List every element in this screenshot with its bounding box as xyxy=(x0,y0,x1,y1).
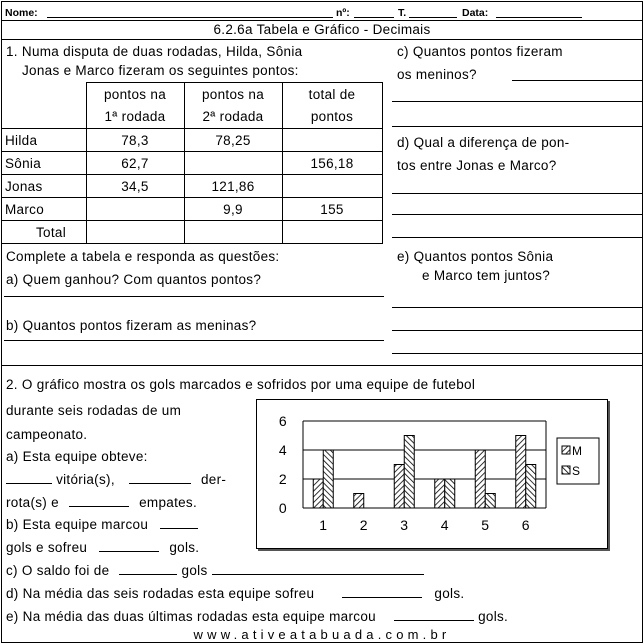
y-tick-label: 6 xyxy=(278,413,287,429)
class-label: T. xyxy=(398,7,407,19)
avg-conceded-blank[interactable] xyxy=(342,586,422,598)
q1c-answer-line-2[interactable] xyxy=(392,88,642,102)
x-tick-label: 1 xyxy=(319,517,328,533)
draws-blank[interactable] xyxy=(69,495,129,507)
x-tick-label: 6 xyxy=(521,517,530,533)
header-divider xyxy=(1,20,643,21)
bar-S-3 xyxy=(404,436,414,509)
cell-total: 155 xyxy=(282,198,382,221)
bar-M-1 xyxy=(313,479,323,508)
row-name: Jonas xyxy=(2,175,86,198)
goals-conceded-blank[interactable] xyxy=(99,540,159,552)
bar-M-4 xyxy=(435,479,445,508)
avg-scored-blank[interactable] xyxy=(394,609,474,621)
cell-round1[interactable] xyxy=(86,221,184,244)
q1d-answer-line[interactable] xyxy=(392,180,642,194)
q1e-line1: e) Quantos pontos Sônia xyxy=(397,249,554,264)
balance-blank-2[interactable] xyxy=(212,563,424,575)
q2e-line: e) Na média das duas últimas rodadas esta equipe marcou gols. xyxy=(6,609,509,624)
table-row xyxy=(2,221,382,244)
goals-chart-box xyxy=(256,399,608,549)
cell-total[interactable] xyxy=(282,175,382,198)
q1d-answer-line-3[interactable] xyxy=(392,224,642,238)
q1d-line2: tos entre Jonas e Marco? xyxy=(397,158,557,173)
class-field[interactable] xyxy=(409,8,457,18)
cell-round1: 78,3 xyxy=(86,129,184,152)
title-divider xyxy=(1,39,643,40)
cell-round2: 121,86 xyxy=(184,175,282,198)
goals-scored-blank[interactable] xyxy=(160,517,198,529)
cell-round2[interactable] xyxy=(184,221,282,244)
cell-round1: 62,7 xyxy=(86,152,184,175)
q1c-answer-line-3[interactable] xyxy=(392,113,642,127)
legend-label: S xyxy=(572,464,581,478)
row-name: Hilda xyxy=(2,129,86,152)
row-name: Marco xyxy=(2,198,86,221)
victories-blank[interactable] xyxy=(6,472,52,484)
cell-total[interactable] xyxy=(282,221,382,244)
q2a-line2: vitória(s), der- xyxy=(6,472,226,487)
y-tick-label: 0 xyxy=(278,500,287,516)
legend-label: M xyxy=(572,444,583,458)
bar-S-5 xyxy=(485,494,495,509)
q2a-line3: rota(s) e empates. xyxy=(6,495,198,510)
q2-intro-line-b: campeonato. xyxy=(6,427,88,442)
balance-blank[interactable] xyxy=(119,563,177,575)
col-header-round2: pontos na 2ª rodada xyxy=(184,83,282,129)
cell-total[interactable] xyxy=(282,129,382,152)
q1a-text: a) Quem ganhou? Com quantos pontos? xyxy=(6,272,262,287)
name-field[interactable] xyxy=(47,8,333,18)
y-tick-label: 4 xyxy=(278,442,287,458)
q1d-answer-line-2[interactable] xyxy=(392,201,642,215)
bar-M-3 xyxy=(394,465,404,509)
row-name: Sônia xyxy=(2,152,86,175)
cell-round2[interactable] xyxy=(184,152,282,175)
q1e-line2: e Marco tem juntos? xyxy=(422,268,551,283)
q2a-line1: a) Esta equipe obteve: xyxy=(6,449,148,464)
name-label: Nome: xyxy=(5,7,38,19)
number-label: nº: xyxy=(336,7,350,19)
q1-intro-line2: Jonas e Marco fizeram os seguintes pontos: xyxy=(22,63,299,78)
q1b-answer-line[interactable] xyxy=(4,340,384,341)
bar-S-1 xyxy=(323,450,333,508)
col-header-total: total de pontos xyxy=(282,83,382,129)
table-row xyxy=(2,198,382,221)
number-field[interactable] xyxy=(354,8,394,18)
q1a-answer-line[interactable] xyxy=(4,296,384,297)
table-corner xyxy=(2,83,86,129)
table-row xyxy=(2,152,382,175)
date-label: Data: xyxy=(462,7,489,19)
page-title: 6.2.6a Tabela e Gráfico - Decimais xyxy=(213,22,431,37)
bar-M-2 xyxy=(354,494,364,509)
q2c-line: c) O saldo foi de gols xyxy=(6,563,424,578)
defeats-blank[interactable] xyxy=(129,472,191,484)
q1-intro-line1: 1. Numa disputa de duas rodadas, Hilda, Sônia xyxy=(6,44,303,59)
cell-total: 156,18 xyxy=(282,152,382,175)
legend-swatch xyxy=(562,466,570,474)
q1c-answer-line[interactable] xyxy=(512,67,642,81)
section-divider xyxy=(1,365,643,366)
q1c-line1: c) Quantos pontos fizeram xyxy=(397,44,563,59)
q1e-answer-line[interactable] xyxy=(392,294,642,308)
cell-round1[interactable] xyxy=(86,198,184,221)
q1d-line1: d) Qual a diferença de pon- xyxy=(397,135,570,150)
date-field[interactable] xyxy=(496,8,582,18)
table-row xyxy=(2,175,382,198)
footer-website: www.ativeatabuada.com.br xyxy=(193,627,451,642)
legend-swatch xyxy=(562,446,570,454)
x-tick-label: 4 xyxy=(440,517,449,533)
table-row xyxy=(2,129,382,152)
q1b-text: b) Quantos pontos fizeram as meninas? xyxy=(6,318,257,333)
cell-round1: 34,5 xyxy=(86,175,184,198)
points-table xyxy=(2,82,383,244)
q1e-answer-line-3[interactable] xyxy=(392,340,642,354)
q2b-line1: b) Esta equipe marcou xyxy=(6,517,198,532)
q2-intro: 2. O gráfico mostra os gols marcados e sofridos por uma equipe de futebol xyxy=(6,377,476,392)
q2b-line2: gols e sofreu gols. xyxy=(6,540,200,555)
row-name: Total xyxy=(2,221,86,244)
bar-S-4 xyxy=(445,479,455,508)
bar-M-5 xyxy=(475,450,485,508)
q2-intro-line-a: durante seis rodadas de um xyxy=(6,403,182,418)
x-tick-label: 2 xyxy=(359,517,368,533)
y-tick-label: 2 xyxy=(278,471,287,487)
q1-instruction: Complete a tabela e responda as questões: xyxy=(6,249,280,264)
col-header-round1: pontos na 1ª rodada xyxy=(86,83,184,129)
bar-S-6 xyxy=(526,465,536,509)
goals-chart xyxy=(257,400,609,550)
q2d-line: d) Na média das seis rodadas esta equipe sofreu gols. xyxy=(6,586,465,601)
bar-M-6 xyxy=(516,436,526,509)
q1c-line2: os meninos? xyxy=(397,67,477,82)
x-tick-label: 5 xyxy=(481,517,490,533)
x-tick-label: 3 xyxy=(400,517,409,533)
cell-round2: 9,9 xyxy=(184,198,282,221)
q1e-answer-line-2[interactable] xyxy=(392,317,642,331)
cell-round2: 78,25 xyxy=(184,129,282,152)
